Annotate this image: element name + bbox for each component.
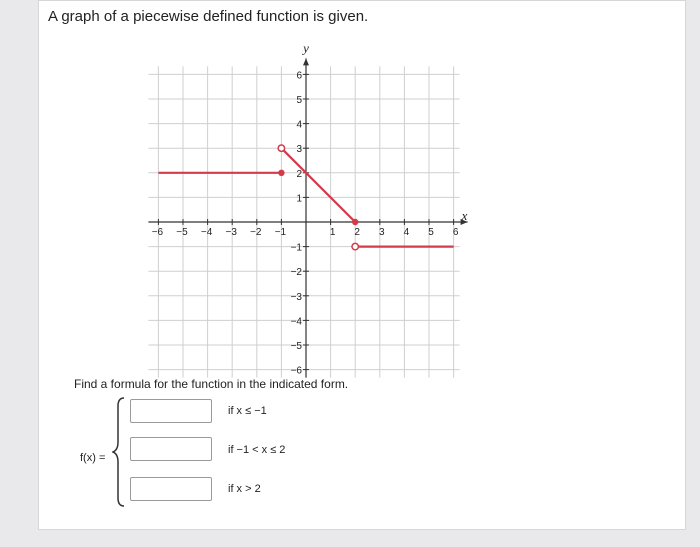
piece-1-input[interactable] xyxy=(130,399,212,423)
x-tick-label: −2 xyxy=(250,227,262,238)
y-tick-label: 6 xyxy=(296,70,302,82)
y-tick-label: −6 xyxy=(290,365,302,377)
y-tick-label: −5 xyxy=(290,341,302,352)
y-tick-label: −4 xyxy=(290,316,302,328)
x-tick-label: −1 xyxy=(274,227,287,238)
x-tick-label: 3 xyxy=(379,227,385,238)
left-brace xyxy=(112,396,126,508)
y-axis-arrow xyxy=(303,58,309,65)
y-tick-label: 4 xyxy=(296,119,302,131)
y-tick-label: 3 xyxy=(296,144,302,156)
x-tick-label: 4 xyxy=(403,227,410,238)
x-tick-label: 6 xyxy=(452,227,459,238)
y-tick-label: −2 xyxy=(290,267,302,279)
piece-2-condition: if −1 < x ≤ 2 xyxy=(228,444,286,456)
y-tick-label: 5 xyxy=(296,95,302,106)
axes xyxy=(148,58,467,377)
segment-2 xyxy=(281,148,355,222)
y-tick-label: −3 xyxy=(290,291,302,303)
y-tick-label: −1 xyxy=(290,242,302,254)
x-tick-label: −6 xyxy=(151,227,164,238)
y-tick-label: 2 xyxy=(296,168,302,180)
piece-2-input[interactable] xyxy=(130,437,212,461)
x-tick-label: 2 xyxy=(354,227,360,238)
piece-1-condition: if x ≤ −1 xyxy=(228,405,267,417)
open-endpoint xyxy=(278,145,284,151)
closed-endpoint xyxy=(352,219,358,225)
open-endpoint xyxy=(352,243,358,249)
piece-3-condition: if x > 2 xyxy=(228,483,261,495)
fx-label: f(x) = xyxy=(80,452,106,464)
x-tick-label: 5 xyxy=(428,227,434,238)
y-axis-label: y xyxy=(303,40,309,56)
x-axis-label: x xyxy=(461,208,468,223)
question-prompt: A graph of a piecewise defined function is given. xyxy=(48,8,369,25)
instruction-text: Find a formula for the function in the indicated form. xyxy=(74,377,349,391)
piece-3-input[interactable] xyxy=(130,477,212,501)
y-tick-label: 1 xyxy=(296,193,302,205)
x-tick-label: −5 xyxy=(176,227,188,238)
closed-endpoint xyxy=(278,170,284,176)
x-tick-label: −4 xyxy=(200,227,213,238)
x-tick-label: 1 xyxy=(329,227,336,238)
x-tick-label: −3 xyxy=(225,227,237,238)
tick-labels xyxy=(152,70,459,376)
